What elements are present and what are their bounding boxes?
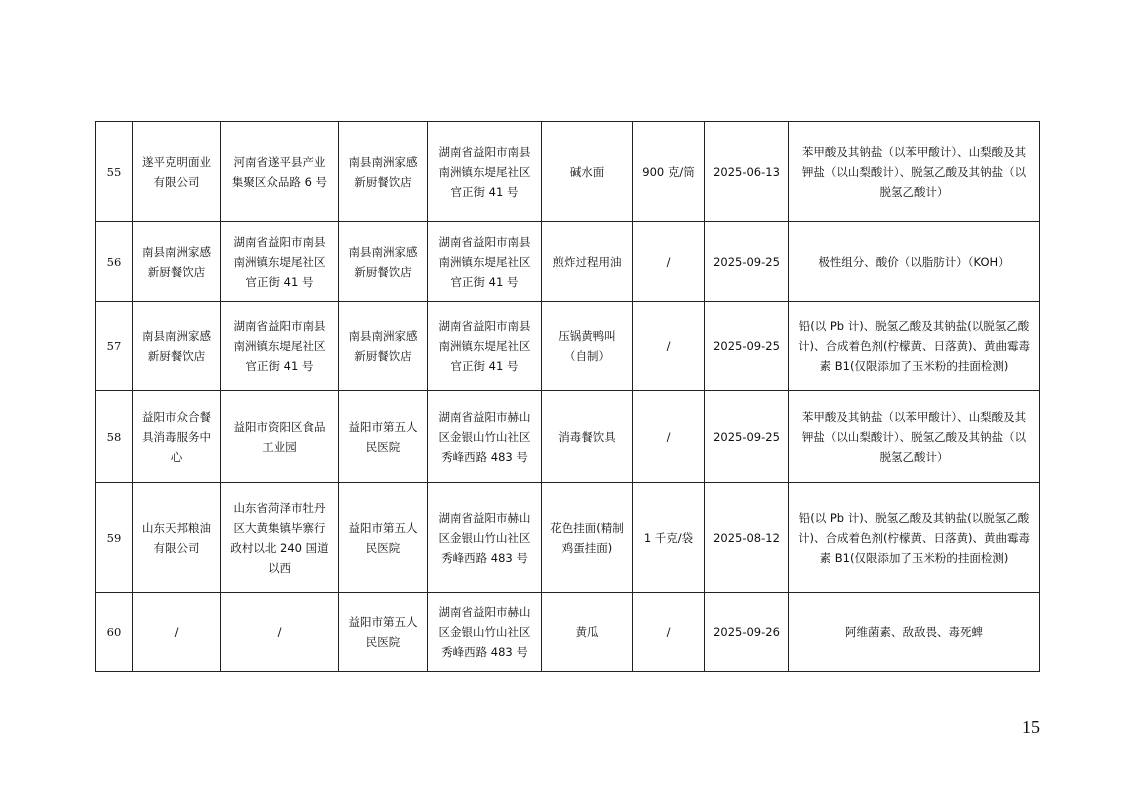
producer-address: 湖南省益阳市南县南洲镇东堤尾社区官正街 41 号 bbox=[221, 222, 339, 302]
row-number: 55 bbox=[96, 122, 133, 222]
production-date: 2025-09-25 bbox=[705, 222, 789, 302]
sampled-address: 湖南省益阳市赫山区金银山竹山社区秀峰西路 483 号 bbox=[428, 593, 542, 672]
sampling-results-table bbox=[95, 121, 1040, 672]
table-row bbox=[96, 483, 1040, 593]
table-row bbox=[96, 391, 1040, 483]
sampled-unit: 益阳市第五人民医院 bbox=[339, 391, 428, 483]
sampled-address: 湖南省益阳市赫山区金银山竹山社区秀峰西路 483 号 bbox=[428, 391, 542, 483]
food-name: 花色挂面(精制鸡蛋挂面) bbox=[542, 483, 633, 593]
page-number: 15 bbox=[1022, 717, 1040, 737]
row-number: 56 bbox=[96, 222, 133, 302]
production-date: 2025-08-12 bbox=[705, 483, 789, 593]
specification: / bbox=[633, 593, 705, 672]
production-date: 2025-06-13 bbox=[705, 122, 789, 222]
table-row bbox=[96, 302, 1040, 391]
table-row bbox=[96, 122, 1040, 222]
specification: / bbox=[633, 391, 705, 483]
specification: 1 千克/袋 bbox=[633, 483, 705, 593]
producer-address: 山东省菏泽市牡丹区大黄集镇毕寨行政村以北 240 国道以西 bbox=[221, 483, 339, 593]
producer-name: 益阳市众合餐具消毒服务中心 bbox=[133, 391, 221, 483]
row-number: 60 bbox=[96, 593, 133, 672]
row-number: 58 bbox=[96, 391, 133, 483]
producer-address: 河南省遂平县产业集聚区众品路 6 号 bbox=[221, 122, 339, 222]
inspection-items: 苯甲酸及其钠盐（以苯甲酸计）、山梨酸及其钾盐（以山梨酸计）、脱氢乙酸及其钠盐（以脱氢乙酸计） bbox=[789, 391, 1040, 483]
food-name: 碱水面 bbox=[542, 122, 633, 222]
sampled-unit: 南县南洲家感新厨餐饮店 bbox=[339, 302, 428, 391]
producer-name: / bbox=[133, 593, 221, 672]
producer-name: 遂平克明面业有限公司 bbox=[133, 122, 221, 222]
producer-name: 南县南洲家感新厨餐饮店 bbox=[133, 302, 221, 391]
inspection-items: 极性组分、酸价（以脂肪计）（KOH） bbox=[789, 222, 1040, 302]
inspection-items: 阿维菌素、敌敌畏、毒死蜱 bbox=[789, 593, 1040, 672]
sampled-unit: 益阳市第五人民医院 bbox=[339, 593, 428, 672]
specification: / bbox=[633, 222, 705, 302]
sampled-address: 湖南省益阳市赫山区金银山竹山社区秀峰西路 483 号 bbox=[428, 483, 542, 593]
food-name: 消毒餐饮具 bbox=[542, 391, 633, 483]
food-name: 煎炸过程用油 bbox=[542, 222, 633, 302]
table-row bbox=[96, 222, 1040, 302]
row-number: 59 bbox=[96, 483, 133, 593]
sampled-address: 湖南省益阳市南县南洲镇东堤尾社区官正街 41 号 bbox=[428, 222, 542, 302]
specification: / bbox=[633, 302, 705, 391]
inspection-items: 铅(以 Pb 计)、脱氢乙酸及其钠盐(以脱氢乙酸计)、合成着色剂(柠檬黄、日落黄)、黄曲霉毒素 B1(仅限添加了玉米粉的挂面检测) bbox=[789, 302, 1040, 391]
producer-name: 南县南洲家感新厨餐饮店 bbox=[133, 222, 221, 302]
sampled-unit: 南县南洲家感新厨餐饮店 bbox=[339, 122, 428, 222]
production-date: 2025-09-25 bbox=[705, 391, 789, 483]
production-date: 2025-09-25 bbox=[705, 302, 789, 391]
producer-address: 湖南省益阳市南县南洲镇东堤尾社区官正街 41 号 bbox=[221, 302, 339, 391]
row-number: 57 bbox=[96, 302, 133, 391]
food-name: 黄瓜 bbox=[542, 593, 633, 672]
producer-address: 益阳市资阳区食品工业园 bbox=[221, 391, 339, 483]
specification: 900 克/筒 bbox=[633, 122, 705, 222]
sampled-address: 湖南省益阳市南县南洲镇东堤尾社区官正街 41 号 bbox=[428, 302, 542, 391]
producer-name: 山东天邦粮油有限公司 bbox=[133, 483, 221, 593]
inspection-items: 苯甲酸及其钠盐（以苯甲酸计）、山梨酸及其钾盐（以山梨酸计）、脱氢乙酸及其钠盐（以脱氢乙酸计） bbox=[789, 122, 1040, 222]
sampled-unit: 益阳市第五人民医院 bbox=[339, 483, 428, 593]
sampled-unit: 南县南洲家感新厨餐饮店 bbox=[339, 222, 428, 302]
sampled-address: 湖南省益阳市南县南洲镇东堤尾社区官正街 41 号 bbox=[428, 122, 542, 222]
production-date: 2025-09-26 bbox=[705, 593, 789, 672]
food-name: 压锅黄鸭叫（自制） bbox=[542, 302, 633, 391]
inspection-items: 铅(以 Pb 计)、脱氢乙酸及其钠盐(以脱氢乙酸计)、合成着色剂(柠檬黄、日落黄)、黄曲霉毒素 B1(仅限添加了玉米粉的挂面检测) bbox=[789, 483, 1040, 593]
producer-address: / bbox=[221, 593, 339, 672]
table-row bbox=[96, 593, 1040, 672]
